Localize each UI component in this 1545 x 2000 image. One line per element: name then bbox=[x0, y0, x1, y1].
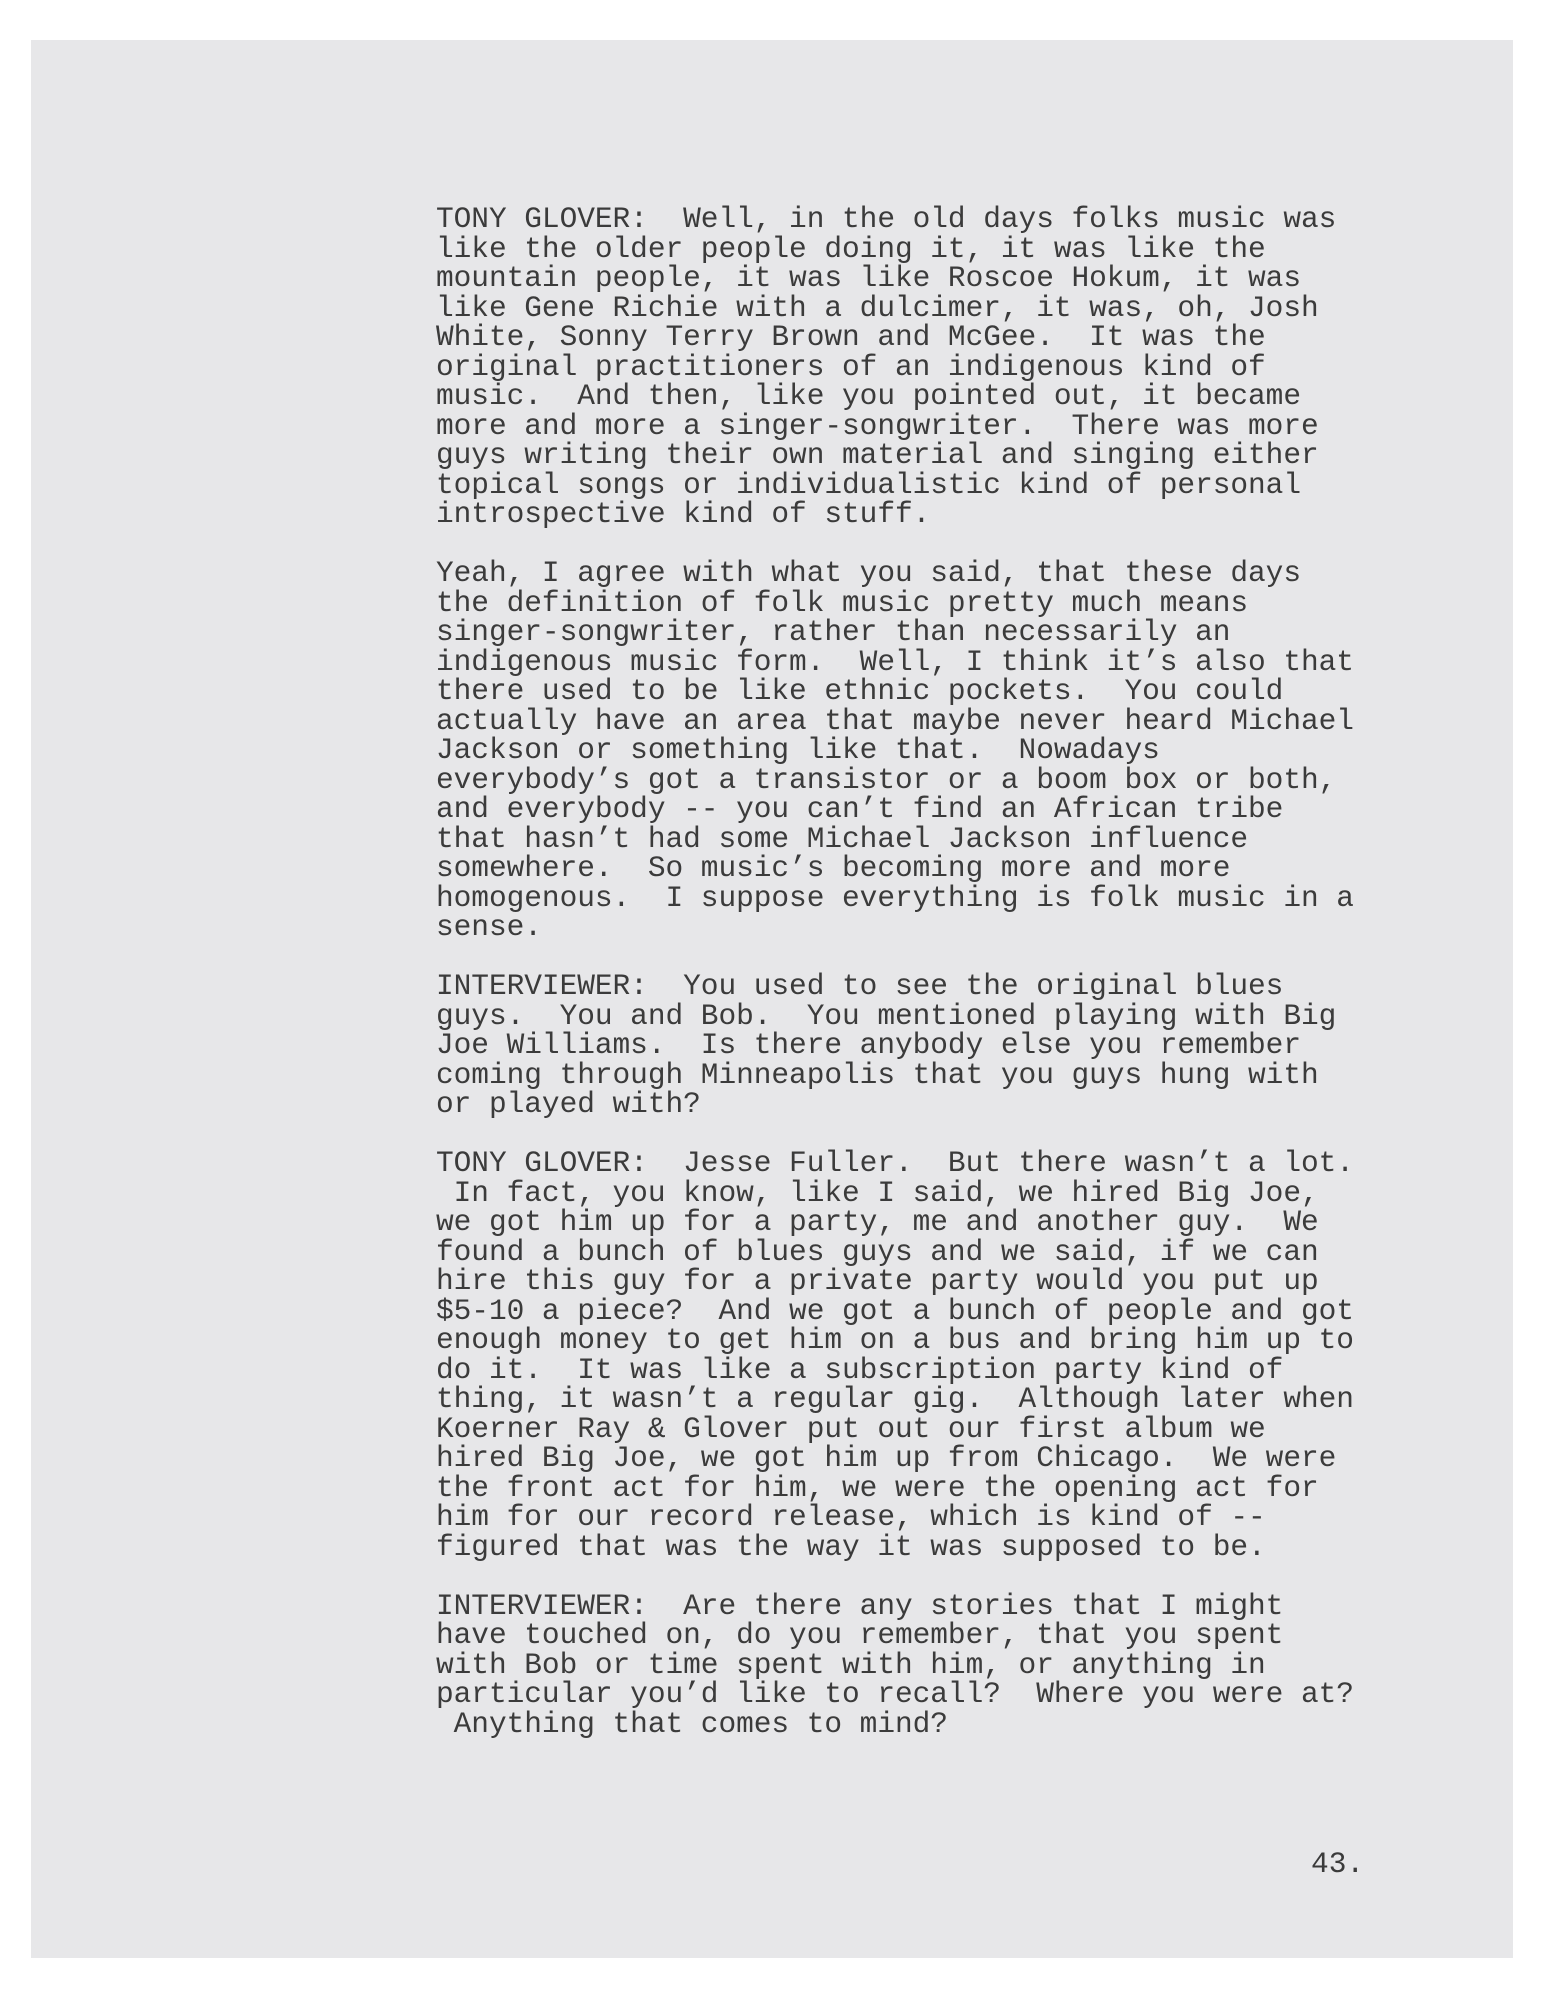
paragraph-interviewer-stories: INTERVIEWER: Are there any stories that I might have touched on, do you remember, that you spent with Bob or time spent with him, or anything in particular you’d like to recall? Where you were at? Anything that comes to mind? bbox=[436, 1588, 1354, 1741]
paragraph-glover-folk-music: TONY GLOVER: Well, in the old days folks music was like the older people doing it, it was like the mountain people, it was like Roscoe Hokum, it was like Gene Richie with a dulcimer, it was, oh, Josh White, Sonny Terry Brown and McGee. It was the original practitioners of an indigenous kind of music. And then, like you pointed out, it became more and more a singer-songwriter. There was more guys writing their own material and singing either topical songs or individualistic kind of personal introspective kind of stuff. bbox=[436, 202, 1337, 531]
transcript-body bbox=[436, 202, 1396, 1769]
paragraph-glover-definition: Yeah, I agree with what you said, that these days the definition of folk music pretty much means singer-songwriter, rather than necessarily an indigenous music form. Well, I think it’s also that there used to be like ethnic pockets. You could actually have an area that maybe never heard Michael Jackson or something like that. Nowadays everybody’s got a transistor or a boom box or both, and everybody -- you can’t find an African tribe that hasn’t had some Michael Jackson influence somewhere. So music’s becoming more and more homogenous. I suppose everything is folk music in a sense. bbox=[436, 556, 1354, 944]
page-number: 43. bbox=[1311, 1847, 1365, 1881]
document-page bbox=[31, 40, 1513, 1958]
paragraph-glover-jesse-fuller: TONY GLOVER: Jesse Fuller. But there wasn’t a lot. In fact, you know, like I said, we hired Big Joe, we got him up for a party, me and another guy. We found a bunch of blues guys and we said, if we can hire this guy for a private party would you put up $5-10 a piece? And we got a bunch of people and got enough money to get him on a bus and bring him up to do it. It was like a subscription party kind of thing, it wasn’t a regular gig. Although later when Koerner Ray & Glover put out our first album we hired Big Joe, we got him up from Chicago. We were the front act for him, we were the opening act for him for our record release, which is kind of -- figured that was the way it was supposed to be. bbox=[436, 1146, 1354, 1564]
paragraph-interviewer-blues-guys: INTERVIEWER: You used to see the original blues guys. You and Bob. You mentioned playing with Big Joe Williams. Is there anybody else you remember coming through Minneapolis that you guys hung with or played with? bbox=[436, 969, 1337, 1121]
